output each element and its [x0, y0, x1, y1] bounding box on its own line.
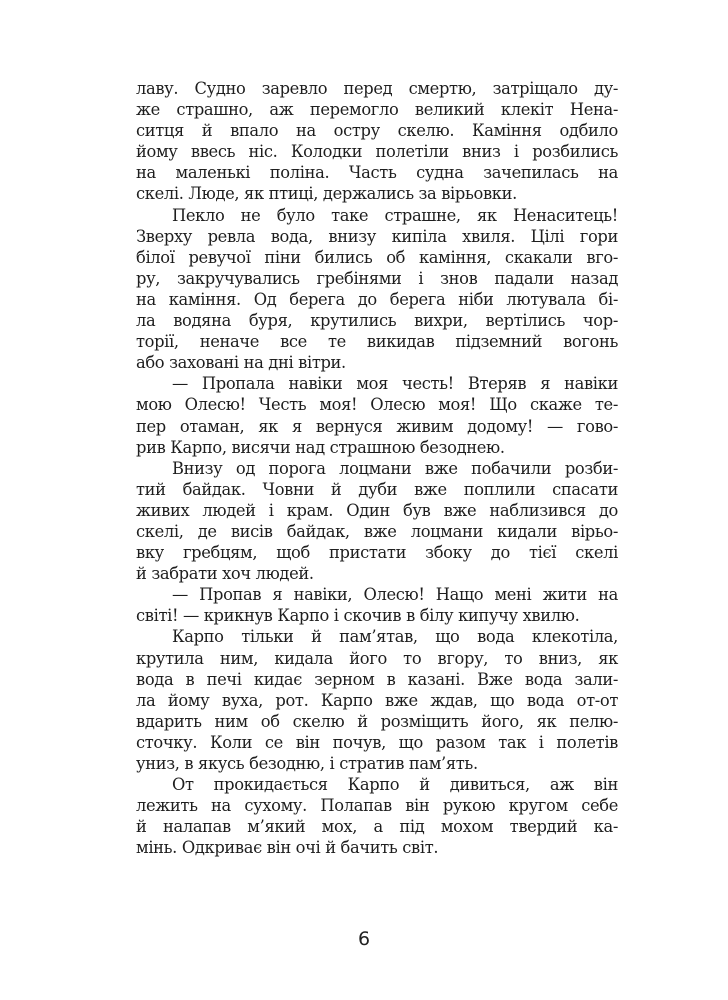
body-text [136, 78, 618, 858]
text-line: ла йому вуха, рот. Карпо вже ждав, що вода от-от [136, 690, 618, 710]
page-number: 6 [357, 928, 371, 950]
text-line: скелі, де висів байдак, вже лоцмани кидали вірьо- [136, 521, 618, 541]
text-line: крутила ним, кидала його то вгору, то вниз, як [136, 648, 618, 668]
text-line: ла водяна буря, крутились вихри, вертілись чор- [136, 311, 618, 331]
paragraph [136, 78, 618, 205]
text-line: Зверху ревла вода, внизу кипіла хвиля. Цілі гори [136, 226, 618, 246]
paragraph [136, 458, 618, 585]
text-line: світі! — крикнув Карпо і скочив в білу кипучу хвилю. [136, 606, 580, 626]
text-line: лежить на сухому. Полапав він рукою кругом себе [136, 796, 618, 816]
text-line: Внизу од порога лоцмани вже побачили розби- [172, 458, 618, 478]
text-line: Пекло не було таке страшне, як Ненаситець! [172, 205, 618, 225]
text-line: униз, в якусь безодню, і стратив пам’ять. [136, 754, 478, 773]
text-line: й налапав м’який мох, а під мохом твердий ка- [136, 817, 618, 837]
text-line: вода в печі кидає зерном в казані. Вже вода зали- [136, 669, 618, 689]
text-line: вку гребцям, щоб пристати збоку до тієї скелі [136, 543, 618, 563]
text-line: лаву. Судно заревло перед смертю, затріщало ду- [136, 79, 618, 98]
text-line: або заховані на дні вітри. [136, 353, 346, 373]
text-line: — Пропав я навіки, Олесю! Нащо мені жити на [172, 585, 618, 605]
paragraph [136, 373, 618, 457]
paragraph [136, 626, 618, 774]
text-line: білої ревучої піни бились об каміння, скакали вго- [136, 247, 618, 267]
text-line: пер отаман, як я вернуся живим додому! — гово- [136, 416, 618, 436]
text-line: йому ввесь ніс. Колодки полетіли вниз і розбились [136, 142, 618, 162]
text-line: скелі. Люде, як птиці, держались за вірьовки. [136, 184, 517, 204]
text-line: торії, неначе все те викидав підземний вогонь [136, 332, 618, 352]
text-line: живих людей і крам. Один був вже наблизився до [136, 500, 618, 520]
text-line: й забрати хоч людей. [136, 564, 314, 584]
text-line: на маленькі поліна. Часть судна зачепилась на [136, 163, 618, 183]
paragraph [136, 584, 618, 626]
paragraph [136, 205, 618, 374]
text-line: ру, закручувались гребінями і знов падали назад [136, 268, 618, 288]
text-line: же страшно, аж перемогло великий клекіт Нена- [136, 100, 618, 120]
paragraph [136, 774, 618, 858]
text-line: рив Карпо, висячи над страшною безоднею. [136, 437, 505, 457]
text-line: От прокидається Карпо й дивиться, аж він [172, 775, 618, 795]
text-line: тий байдак. Човни й дуби вже поплили спасати [136, 479, 618, 499]
text-line: мінь. Одкриває він очі й бачить світ. [136, 838, 439, 858]
text-line: вдарить ним об скелю й розміщить його, як пелю- [136, 711, 618, 731]
text-line: мою Олесю! Честь моя! Олесю моя! Що скаже те- [136, 395, 618, 415]
text-line: ситця й впало на остру скелю. Каміння одбило [136, 121, 618, 141]
text-line: Карпо тільки й пам’ятав, що вода клекотіла, [172, 627, 618, 647]
text-line: — Пропала навіки моя честь! Втеряв я навіки [172, 374, 618, 394]
text-line: сточку. Коли се він почув, що разом так і полетів [136, 732, 618, 752]
text-line: на каміння. Од берега до берега ніби лютувала бі- [136, 289, 618, 309]
